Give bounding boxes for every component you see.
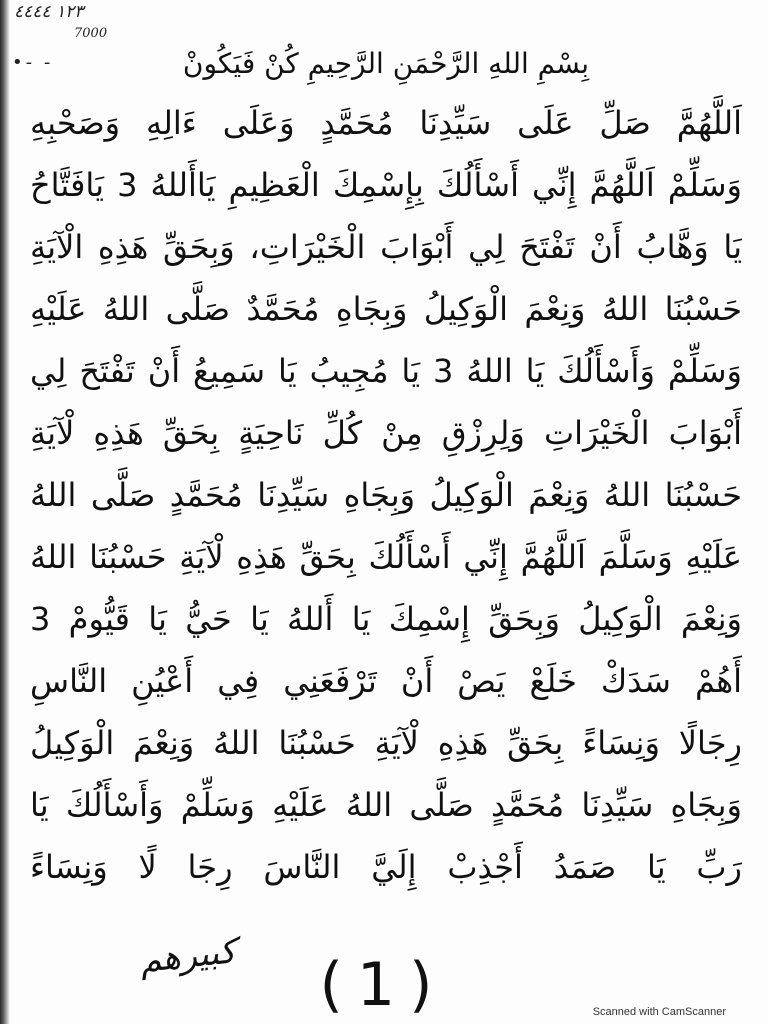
prayer-line-1: اَللَّهُمَّ صَلِّ عَلَى سَيِّدِنَا مُحَمَّدٍ وَعَلَى ءَالِهِ وَصَحْبِهِ — [30, 104, 742, 142]
prayer-line-7: حَسْبُنَا اللهُ وَنِعْمَ الْوَكِيلُ وَبِجَاهِ سَيِّدِنَا مُحَمَّدٍ صَلَّى اللهُ — [30, 476, 742, 514]
basmala-title: بِسْمِ اللهِ الرَّحْمَنِ الرَّحِيمِ كُنْ فَيَكُونْ — [182, 47, 590, 80]
page-number: (1) — [319, 950, 447, 1020]
prayer-line-5: وَسَلِّمْ وَأَسْأَلُكَ يَا اللهُ 3 يَا مُجِيبُ يَا سَمِيعُ أَنْ تَفْتَحَ لِي — [30, 352, 742, 390]
prayer-line-10: أَهُمْ سَدَكْ خَلَعْ يَصْ أَنْ تَرْفَعَنِي فِي أَعْيُنِ النَّاسِ — [30, 662, 742, 700]
handwritten-signature: كبيرهم — [137, 931, 238, 982]
prayer-line-6: أَبْوَابَ الْخَيْرَاتِ وَلِرِزْقِ مِنْ كُلِّ نَاحِيَةٍ بِحَقِّ هَذِهِ لْآيَةِ — [30, 414, 742, 452]
prayer-line-2: وَسَلِّمْ اَللَّهُمَّ إِنِّي أَسْأَلُكَ بِإِسْمِكَ الْعَظِيمِ يَاأَللهُ 3 يَافَتَّاحُ — [30, 166, 742, 204]
prayer-line-4: حَسْبُنَا اللهُ وَنِعْمَ الْوَكِيلُ وَبِجَاهِ مُحَمَّدٌ صَلَّى اللهُ عَلَيْهِ — [30, 290, 742, 328]
prayer-line-13: رَبِّ يَا صَمَدُ أَجْذِبْ إِلَيَّ النَّاسَ رِجَا لًا وَنِسَاءً — [30, 848, 742, 886]
prayer-line-8: عَلَيْهِ وَسَلَّمَ اَللَّهُمَّ إِنِّي أَسْأَلُكَ بِحَقِّ هَذِهِ لْآيَةِ حَسْبُنَا اللهُ — [30, 538, 742, 576]
corner-note-line-2: 7000 — [74, 26, 108, 41]
scanner-watermark: Scanned with CamScanner — [592, 1006, 726, 1018]
corner-dots: •- - — [12, 52, 54, 73]
prayer-line-11: رِجَالًا وَنِسَاءً بِحَقِّ هَذِهِ لْآيَةِ حَسْبُنَا اللهُ وَنِعْمَ الْوَكِيلُ — [30, 724, 742, 762]
prayer-line-12: وَبِجَاهِ سَيِّدِنَا مُحَمَّدٍ صَلَّى اللهُ عَلَيْهِ وَسَلِّمْ وَأَسْأَلُكَ يَا — [30, 786, 742, 824]
corner-note-line-1: ١٢٣ ٤٤٤٤ — [14, 2, 84, 22]
prayer-text — [30, 36, 742, 898]
prayer-line-9: وَنِعْمَ الْوَكِيلُ وَبِحَقِّ إِسْمِكَ يَا أَللهُ يَا حَيُّ يَا قَيُّومْ 3 — [30, 600, 742, 638]
scan-edge-shadow — [0, 0, 10, 1024]
prayer-line-3: يَا وَهَّابُ أَنْ تَفْتَحَ لِي أَبْوَابَ الْخَيْرَاتِ، وَبِحَقِّ هَذِهِ الْآيَةِ — [30, 228, 742, 266]
